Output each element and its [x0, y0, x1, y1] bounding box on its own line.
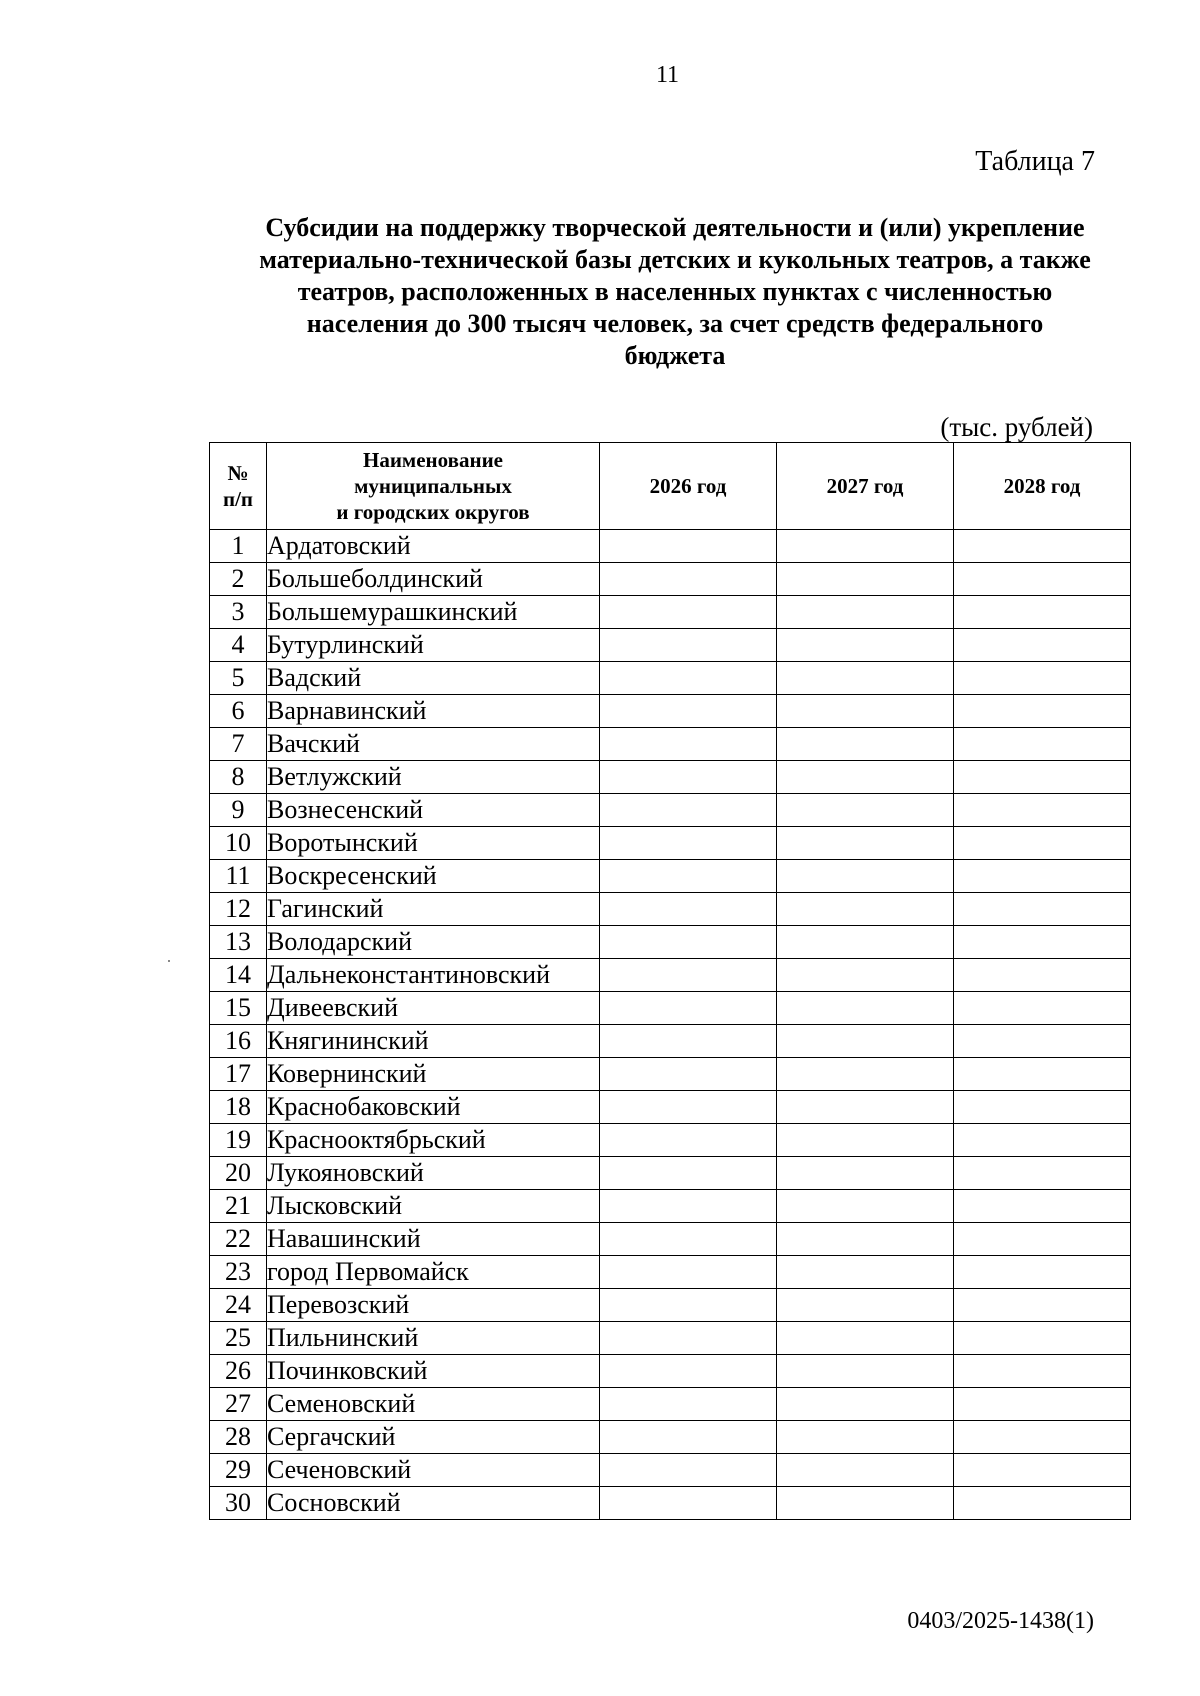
amount-2027-cell	[777, 794, 954, 827]
row-number: 22	[210, 1223, 267, 1256]
table-row	[210, 992, 1131, 1025]
amount-2028-cell	[954, 662, 1131, 695]
district-name: Ковернинский	[267, 1058, 600, 1091]
table-row	[210, 1421, 1131, 1454]
amount-2028-cell	[954, 1322, 1131, 1355]
table-row	[210, 1124, 1131, 1157]
amount-2027-cell	[777, 1322, 954, 1355]
amount-2027-cell	[777, 662, 954, 695]
amount-2028-cell	[954, 926, 1131, 959]
row-number: 16	[210, 1025, 267, 1058]
amount-2026-cell	[600, 1058, 777, 1091]
amount-2027-cell	[777, 860, 954, 893]
amount-2027-cell	[777, 1487, 954, 1520]
row-number: 6	[210, 695, 267, 728]
row-number: 19	[210, 1124, 267, 1157]
table-row	[210, 1355, 1131, 1388]
header-2028: 2028 год	[954, 443, 1131, 530]
table-body	[210, 530, 1131, 1520]
row-number: 27	[210, 1388, 267, 1421]
amount-2028-cell	[954, 728, 1131, 761]
amount-2026-cell	[600, 1091, 777, 1124]
amount-2026-cell	[600, 959, 777, 992]
amount-2028-cell	[954, 1487, 1131, 1520]
table-row	[210, 596, 1131, 629]
table-label: Таблица 7	[975, 146, 1095, 177]
amount-2026-cell	[600, 629, 777, 662]
amount-2028-cell	[954, 695, 1131, 728]
table-row	[210, 662, 1131, 695]
table-row	[210, 893, 1131, 926]
district-name: Вачский	[267, 728, 600, 761]
document-title	[195, 212, 1155, 372]
row-number: 9	[210, 794, 267, 827]
district-name: Сосновский	[267, 1487, 600, 1520]
amount-2026-cell	[600, 596, 777, 629]
table-row	[210, 860, 1131, 893]
amount-2026-cell	[600, 1454, 777, 1487]
row-number: 5	[210, 662, 267, 695]
title-line: материально-технической базы детских и кукольных театров, а также	[259, 245, 1091, 274]
title-line: Субсидии на поддержку творческой деятельности и (или) укрепление	[265, 213, 1085, 242]
amount-2027-cell	[777, 629, 954, 662]
amount-2028-cell	[954, 1025, 1131, 1058]
amount-2026-cell	[600, 1487, 777, 1520]
table-row	[210, 1157, 1131, 1190]
units-label: (тыс. рублей)	[940, 412, 1093, 442]
title-line: бюджета	[624, 341, 726, 370]
district-name: Вознесенский	[267, 794, 600, 827]
amount-2027-cell	[777, 1289, 954, 1322]
subsidy-table	[209, 442, 1131, 1520]
amount-2026-cell	[600, 1025, 777, 1058]
amount-2026-cell	[600, 662, 777, 695]
table-row	[210, 1322, 1131, 1355]
row-number: 14	[210, 959, 267, 992]
amount-2026-cell	[600, 1157, 777, 1190]
district-name: Дивеевский	[267, 992, 600, 1025]
row-number: 17	[210, 1058, 267, 1091]
amount-2027-cell	[777, 926, 954, 959]
amount-2026-cell	[600, 695, 777, 728]
header-2027: 2027 год	[777, 443, 954, 530]
district-name: Княгининский	[267, 1025, 600, 1058]
row-number: 7	[210, 728, 267, 761]
row-number: 10	[210, 827, 267, 860]
row-number: 30	[210, 1487, 267, 1520]
district-name: Перевозский	[267, 1289, 600, 1322]
table-row	[210, 761, 1131, 794]
amount-2027-cell	[777, 1190, 954, 1223]
amount-2027-cell	[777, 563, 954, 596]
table-row	[210, 1487, 1131, 1520]
amount-2027-cell	[777, 596, 954, 629]
row-number: 11	[210, 860, 267, 893]
header-2026: 2026 год	[600, 443, 777, 530]
amount-2027-cell	[777, 1388, 954, 1421]
row-number: 21	[210, 1190, 267, 1223]
document-code: 0403/2025-1438(1)	[907, 1608, 1094, 1634]
table-row	[210, 563, 1131, 596]
amount-2026-cell	[600, 1388, 777, 1421]
district-name: Варнавинский	[267, 695, 600, 728]
amount-2026-cell	[600, 1223, 777, 1256]
district-name: Семеновский	[267, 1388, 600, 1421]
amount-2028-cell	[954, 1256, 1131, 1289]
amount-2027-cell	[777, 1025, 954, 1058]
amount-2026-cell	[600, 1355, 777, 1388]
row-number: 23	[210, 1256, 267, 1289]
amount-2028-cell	[954, 629, 1131, 662]
table-row	[210, 1223, 1131, 1256]
amount-2026-cell	[600, 926, 777, 959]
row-number: 13	[210, 926, 267, 959]
title-line: населения до 300 тысяч человек, за счет средств федерального	[306, 309, 1044, 338]
amount-2027-cell	[777, 1454, 954, 1487]
district-name: Гагинский	[267, 893, 600, 926]
amount-2027-cell	[777, 992, 954, 1025]
amount-2028-cell	[954, 1223, 1131, 1256]
amount-2028-cell	[954, 563, 1131, 596]
row-number: 29	[210, 1454, 267, 1487]
table-row	[210, 959, 1131, 992]
row-number: 25	[210, 1322, 267, 1355]
amount-2026-cell	[600, 1124, 777, 1157]
table-row	[210, 1454, 1131, 1487]
header-name-line: Наименование	[363, 448, 503, 472]
amount-2028-cell	[954, 1091, 1131, 1124]
amount-2028-cell	[954, 1454, 1131, 1487]
table-row	[210, 530, 1131, 563]
amount-2026-cell	[600, 893, 777, 926]
district-name: Большемурашкинский	[267, 596, 600, 629]
table-row	[210, 794, 1131, 827]
row-number: 20	[210, 1157, 267, 1190]
district-name: Лукояновский	[267, 1157, 600, 1190]
district-name: Володарский	[267, 926, 600, 959]
amount-2027-cell	[777, 1058, 954, 1091]
table-row	[210, 1058, 1131, 1091]
table-row	[210, 1091, 1131, 1124]
amount-2026-cell	[600, 761, 777, 794]
amount-2027-cell	[777, 1223, 954, 1256]
district-name: Воскресенский	[267, 860, 600, 893]
district-name: Пильнинский	[267, 1322, 600, 1355]
amount-2028-cell	[954, 860, 1131, 893]
district-name: город Первомайск	[267, 1256, 600, 1289]
header-name-line: муниципальных	[354, 474, 512, 498]
row-number: 26	[210, 1355, 267, 1388]
amount-2027-cell	[777, 1157, 954, 1190]
header-name	[267, 443, 600, 530]
district-name: Краснобаковский	[267, 1091, 600, 1124]
amount-2026-cell	[600, 1256, 777, 1289]
amount-2027-cell	[777, 1091, 954, 1124]
district-name: Вадский	[267, 662, 600, 695]
amount-2028-cell	[954, 1421, 1131, 1454]
amount-2027-cell	[777, 1355, 954, 1388]
amount-2028-cell	[954, 992, 1131, 1025]
amount-2028-cell	[954, 1157, 1131, 1190]
amount-2028-cell	[954, 1355, 1131, 1388]
title-line: театров, расположенных в населенных пунктах с численностью	[297, 277, 1053, 306]
district-name: Лысковский	[267, 1190, 600, 1223]
amount-2026-cell	[600, 794, 777, 827]
header-name-line: и городских округов	[336, 500, 530, 524]
row-number: 1	[210, 530, 267, 563]
amount-2028-cell	[954, 596, 1131, 629]
table-header	[210, 443, 1131, 530]
row-number: 12	[210, 893, 267, 926]
table-row	[210, 695, 1131, 728]
amount-2026-cell	[600, 860, 777, 893]
district-name: Сергачский	[267, 1421, 600, 1454]
district-name: Большеболдинский	[267, 563, 600, 596]
row-number: 15	[210, 992, 267, 1025]
district-name: Краснооктябрьский	[267, 1124, 600, 1157]
amount-2027-cell	[777, 827, 954, 860]
table-row	[210, 728, 1131, 761]
header-row	[210, 443, 1131, 530]
table-row	[210, 1289, 1131, 1322]
amount-2028-cell	[954, 761, 1131, 794]
amount-2026-cell	[600, 1421, 777, 1454]
amount-2026-cell	[600, 1289, 777, 1322]
amount-2027-cell	[777, 1256, 954, 1289]
district-name: Ветлужский	[267, 761, 600, 794]
amount-2026-cell	[600, 563, 777, 596]
table-row	[210, 926, 1131, 959]
row-number: 3	[210, 596, 267, 629]
amount-2028-cell	[954, 893, 1131, 926]
amount-2026-cell	[600, 728, 777, 761]
district-name: Навашинский	[267, 1223, 600, 1256]
table-row	[210, 629, 1131, 662]
amount-2028-cell	[954, 959, 1131, 992]
table-row	[210, 1256, 1131, 1289]
amount-2028-cell	[954, 1388, 1131, 1421]
row-number: 2	[210, 563, 267, 596]
amount-2028-cell	[954, 1124, 1131, 1157]
amount-2028-cell	[954, 827, 1131, 860]
amount-2027-cell	[777, 1421, 954, 1454]
district-name: Сеченовский	[267, 1454, 600, 1487]
row-number: 24	[210, 1289, 267, 1322]
amount-2027-cell	[777, 893, 954, 926]
table-row	[210, 1190, 1131, 1223]
amount-2026-cell	[600, 1322, 777, 1355]
table-row	[210, 827, 1131, 860]
row-number: 28	[210, 1421, 267, 1454]
district-name: Починковский	[267, 1355, 600, 1388]
amount-2026-cell	[600, 530, 777, 563]
amount-2026-cell	[600, 992, 777, 1025]
district-name: Ардатовский	[267, 530, 600, 563]
amount-2027-cell	[777, 530, 954, 563]
amount-2028-cell	[954, 1289, 1131, 1322]
amount-2027-cell	[777, 728, 954, 761]
amount-2026-cell	[600, 827, 777, 860]
amount-2028-cell	[954, 530, 1131, 563]
table-row	[210, 1388, 1131, 1421]
row-number: 18	[210, 1091, 267, 1124]
amount-2027-cell	[777, 1124, 954, 1157]
header-number	[210, 443, 267, 530]
amount-2028-cell	[954, 1190, 1131, 1223]
row-number: 8	[210, 761, 267, 794]
scan-speck	[168, 960, 170, 962]
amount-2026-cell	[600, 1190, 777, 1223]
district-name: Дальнеконстантиновский	[267, 959, 600, 992]
header-number-abbr: п/п	[222, 487, 254, 511]
amount-2028-cell	[954, 794, 1131, 827]
amount-2027-cell	[777, 695, 954, 728]
amount-2027-cell	[777, 761, 954, 794]
district-name: Воротынский	[267, 827, 600, 860]
header-number-symbol: №	[227, 461, 249, 485]
amount-2027-cell	[777, 959, 954, 992]
table-row	[210, 1025, 1131, 1058]
amount-2028-cell	[954, 1058, 1131, 1091]
page-number: 11	[655, 62, 680, 88]
district-name: Бутурлинский	[267, 629, 600, 662]
row-number: 4	[210, 629, 267, 662]
